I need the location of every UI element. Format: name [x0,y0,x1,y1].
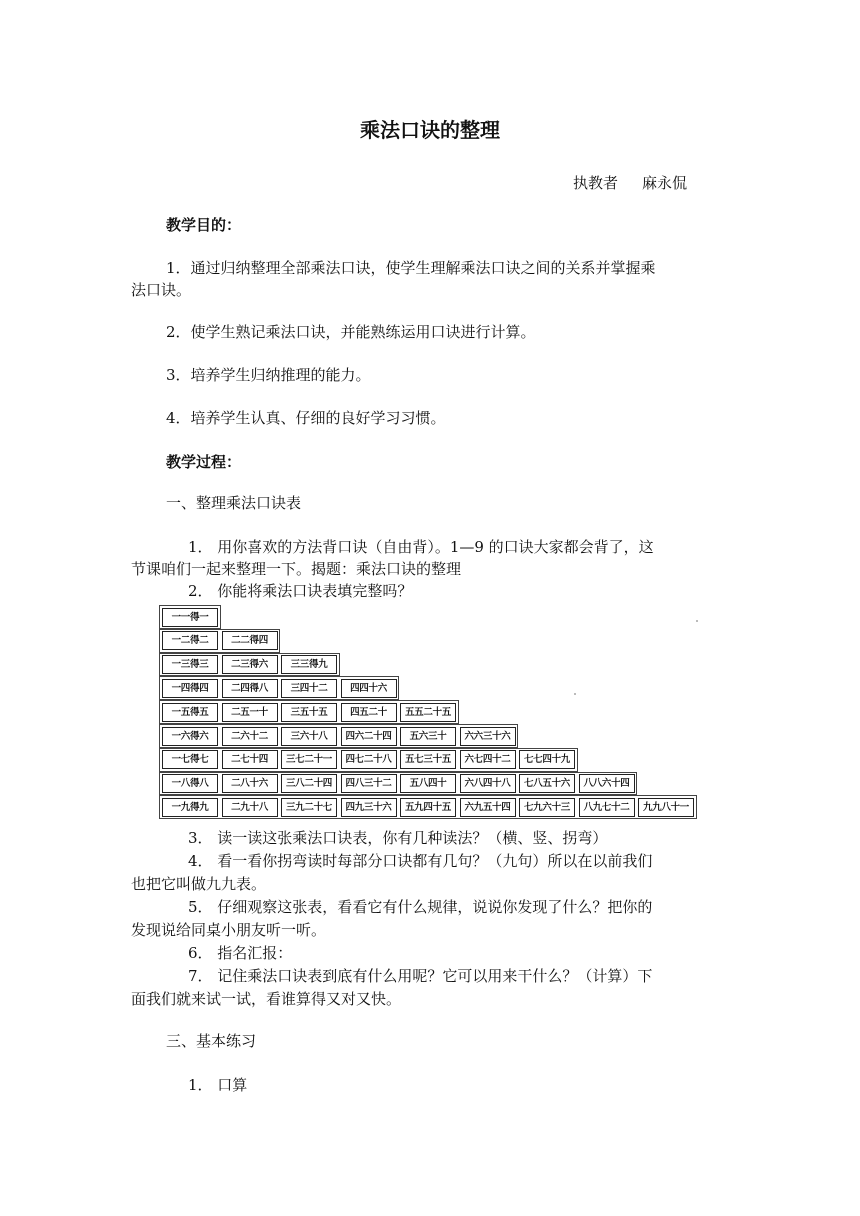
objective-2: 2．使学生熟记乘法口诀，并能熟练运用口诀进行计算。 [166,323,536,341]
table-cell: 四五二十 [341,703,397,722]
table-cell: 二二得四 [222,631,278,650]
objective-1-line2: 法口诀。 [131,281,192,299]
table-cell: 六七四十二 [460,750,516,769]
table-cell: 二六十二 [222,727,278,746]
step-4-line1: 4． 看一看你拐弯读时每部分口诀都有几句？（九句）所以在以前我们 [188,852,653,870]
table-cell: 一八得八 [162,774,218,793]
objective-1-line1: 1．通过归纳整理全部乘法口诀，使学生理解乘法口诀之间的关系并掌握乘 [166,259,656,277]
practice-1: 1． 口算 [188,1076,248,1094]
table-cell: 九九八十一 [638,798,694,817]
table-cell: 二四得八 [222,679,278,698]
objective-3: 3．培养学生归纳推理的能力。 [166,366,371,384]
step-5-line2: 发现说给同桌小朋友听一听。 [131,921,327,939]
table-cell: 四四十六 [341,679,397,698]
table-cell: 六九五十四 [460,798,516,817]
document-title: 乘法口诀的整理 [360,118,500,142]
step-1-line1: 1． 用你喜欢的方法背口诀（自由背）。1—9 的口诀大家都会背了，这 [188,538,654,556]
step-5-line1: 5． 仔细观察这张表，看看它有什么规律，说说你发现了什么？把你的 [188,898,653,916]
author-name: 麻永侃 [642,174,688,192]
author-line [573,172,687,193]
step-3: 3． 读一读这张乘法口诀表，你有几种读法？（横、竖、拐弯） [188,829,608,847]
section-3-heading: 三、基本练习 [166,1032,257,1050]
table-cell: 七七四十九 [519,750,575,769]
table-cell: 一一得一 [162,608,218,627]
table-cell: 一三得三 [162,655,218,674]
table-cell: 八八六十四 [579,774,635,793]
table-cell: 七八五十六 [519,774,575,793]
table-cell: 二三得六 [222,655,278,674]
table-cell: 二八十六 [222,774,278,793]
step-4-line2: 也把它叫做九九表。 [131,875,267,893]
author-label: 执教者 [573,174,619,192]
table-cell: 一二得二 [162,631,218,650]
objective-4: 4．培养学生认真、仔细的良好学习习惯。 [166,409,446,427]
table-cell: 一四得四 [162,679,218,698]
section-1-heading: 一、整理乘法口诀表 [166,494,302,512]
table-cell: 二七十四 [222,750,278,769]
table-cell: 三九二十七 [281,798,337,817]
table-cell: 三六十八 [281,727,337,746]
table-cell: 三三得九 [281,655,337,674]
table-cell: 五七三十五 [400,750,456,769]
step-1-line2: 节课咱们一起来整理一下。揭题：乘法口诀的整理 [131,560,462,578]
table-cell: 四八三十二 [341,774,397,793]
table-cell: 一九得九 [162,798,218,817]
scan-speck [696,620,698,622]
table-cell: 一五得五 [162,703,218,722]
table-cell: 二五一十 [222,703,278,722]
table-cell: 八九七十二 [579,798,635,817]
table-cell: 六六三十六 [460,727,516,746]
objectives-heading: 教学目的： [166,216,242,234]
table-cell: 三八二十四 [281,774,337,793]
table-cell: 二九十八 [222,798,278,817]
table-cell: 四九三十六 [341,798,397,817]
step-6: 6． 指名汇报： [188,944,293,962]
table-cell: 一六得六 [162,727,218,746]
table-cell: 三四十二 [281,679,337,698]
scan-speck [574,693,576,695]
table-cell: 三五十五 [281,703,337,722]
table-cell: 三七二十一 [281,750,337,769]
multiplication-table [159,605,699,821]
table-cell: 四七二十八 [341,750,397,769]
table-cell: 一七得七 [162,750,218,769]
table-cell: 四六二十四 [341,727,397,746]
table-cell: 五九四十五 [400,798,456,817]
process-heading: 教学过程： [166,453,242,471]
table-cell: 五五二十五 [400,703,456,722]
step-2: 2． 你能将乘法口诀表填完整吗？ [188,582,413,600]
step-7-line1: 7． 记住乘法口诀表到底有什么用呢？它可以用来干什么？（计算）下 [188,967,653,985]
table-cell: 五八四十 [400,774,456,793]
table-cell: 六八四十八 [460,774,516,793]
table-cell: 七九六十三 [519,798,575,817]
table-cell: 五六三十 [400,727,456,746]
step-7-line2: 面我们就来试一试，看谁算得又对又快。 [131,990,402,1008]
